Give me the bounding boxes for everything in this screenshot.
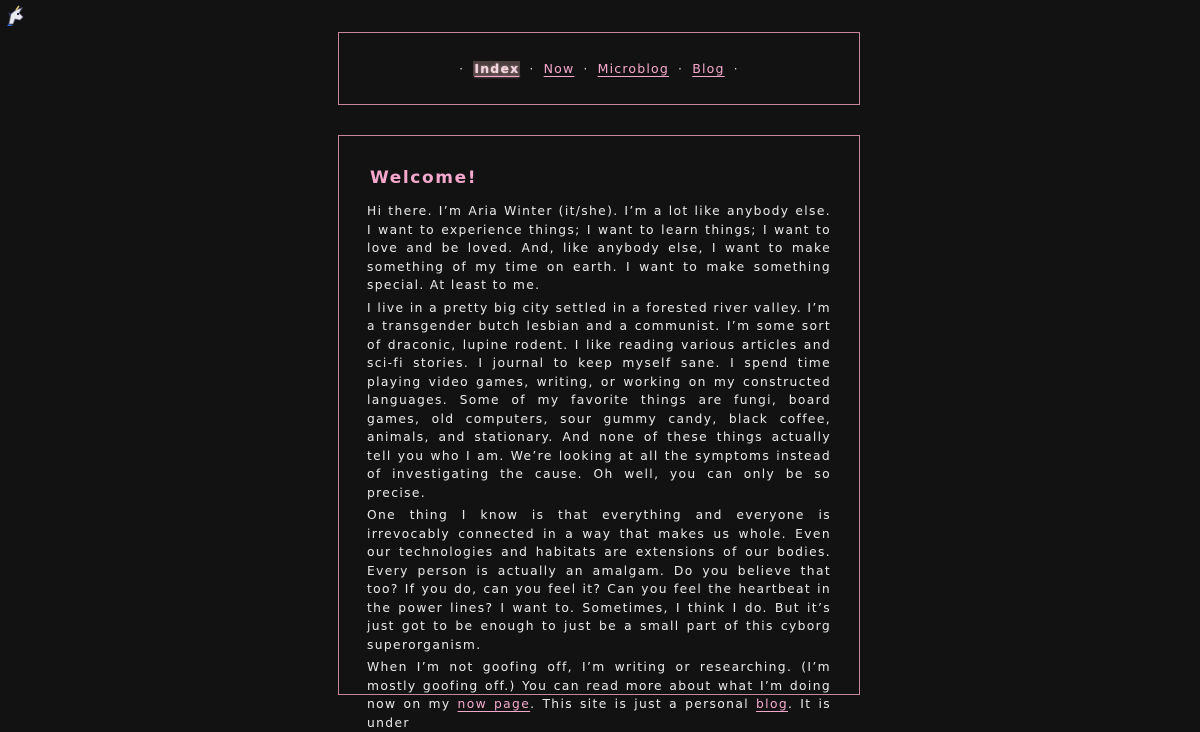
nav-separator: · — [583, 61, 589, 76]
activity-text-middle: . This site is just a personal — [530, 697, 757, 711]
now-page-link[interactable]: now page — [457, 697, 531, 711]
activity-text-end: . It is under — [367, 697, 832, 730]
nav-link-microblog[interactable]: Microblog — [597, 61, 670, 76]
nav-link-now[interactable]: Now — [543, 61, 575, 76]
nav-separator: · — [529, 61, 535, 76]
activity-paragraph — [367, 658, 831, 732]
nav-separator: · — [678, 61, 684, 76]
nav-link-blog[interactable]: Blog — [692, 61, 725, 76]
activity-text-start: When I’m not goofing off, I’m writing or researching. (I’m mostly goofing off.) You can read more about what I’m doing now on my — [367, 660, 831, 711]
philosophy-paragraph: One thing I know is that everything and everyone is irrevocably connected in a way that makes us whole. Even our technologies and habitats are extensions of our bodies. Every person is actually an amalgam. Do you believe that too? If you do, can you feel it? Can you feel the heartbeat in the power lines? I want to. Sometimes, I think I do. But it’s just got to be enough to just be a small part of this cyborg superorganism. — [367, 508, 831, 652]
blog-link[interactable]: blog — [756, 697, 788, 711]
page-title: Welcome! — [370, 168, 478, 188]
nav-separator: · — [459, 61, 465, 76]
main-content — [338, 135, 860, 730]
nav-separator: · — [733, 61, 739, 76]
unicorn-avatar-icon[interactable] — [5, 5, 27, 27]
about-paragraph: I live in a pretty big city settled in a forested river valley. I’m a transgender butch lesbian and a communist. I’m some sort of draconic, lupine rodent. I like reading various articles and sci-fi stories. I journal to keep myself sane. I spend time playing video games, writing, or working on my constructed languages. Some of my favorite things are fungi, board games, old computers, sour gummy candy, black coffee, animals, and stationary. And none of these things actually tell you who I am. We’re looking at all the symptoms instead of investigating the cause. Oh well, you can only be so precise. — [367, 300, 831, 500]
top-navigation — [338, 32, 860, 105]
intro-paragraph: Hi there. I’m Aria Winter (it/she). I’m a lot like anybody else. I want to experience things; I want to learn things; I want to love and be loved. And, like anybody else, I want to make something of my time on earth. I want to make something special. At least to me. — [367, 204, 831, 292]
nav-link-index[interactable]: Index — [474, 61, 520, 76]
